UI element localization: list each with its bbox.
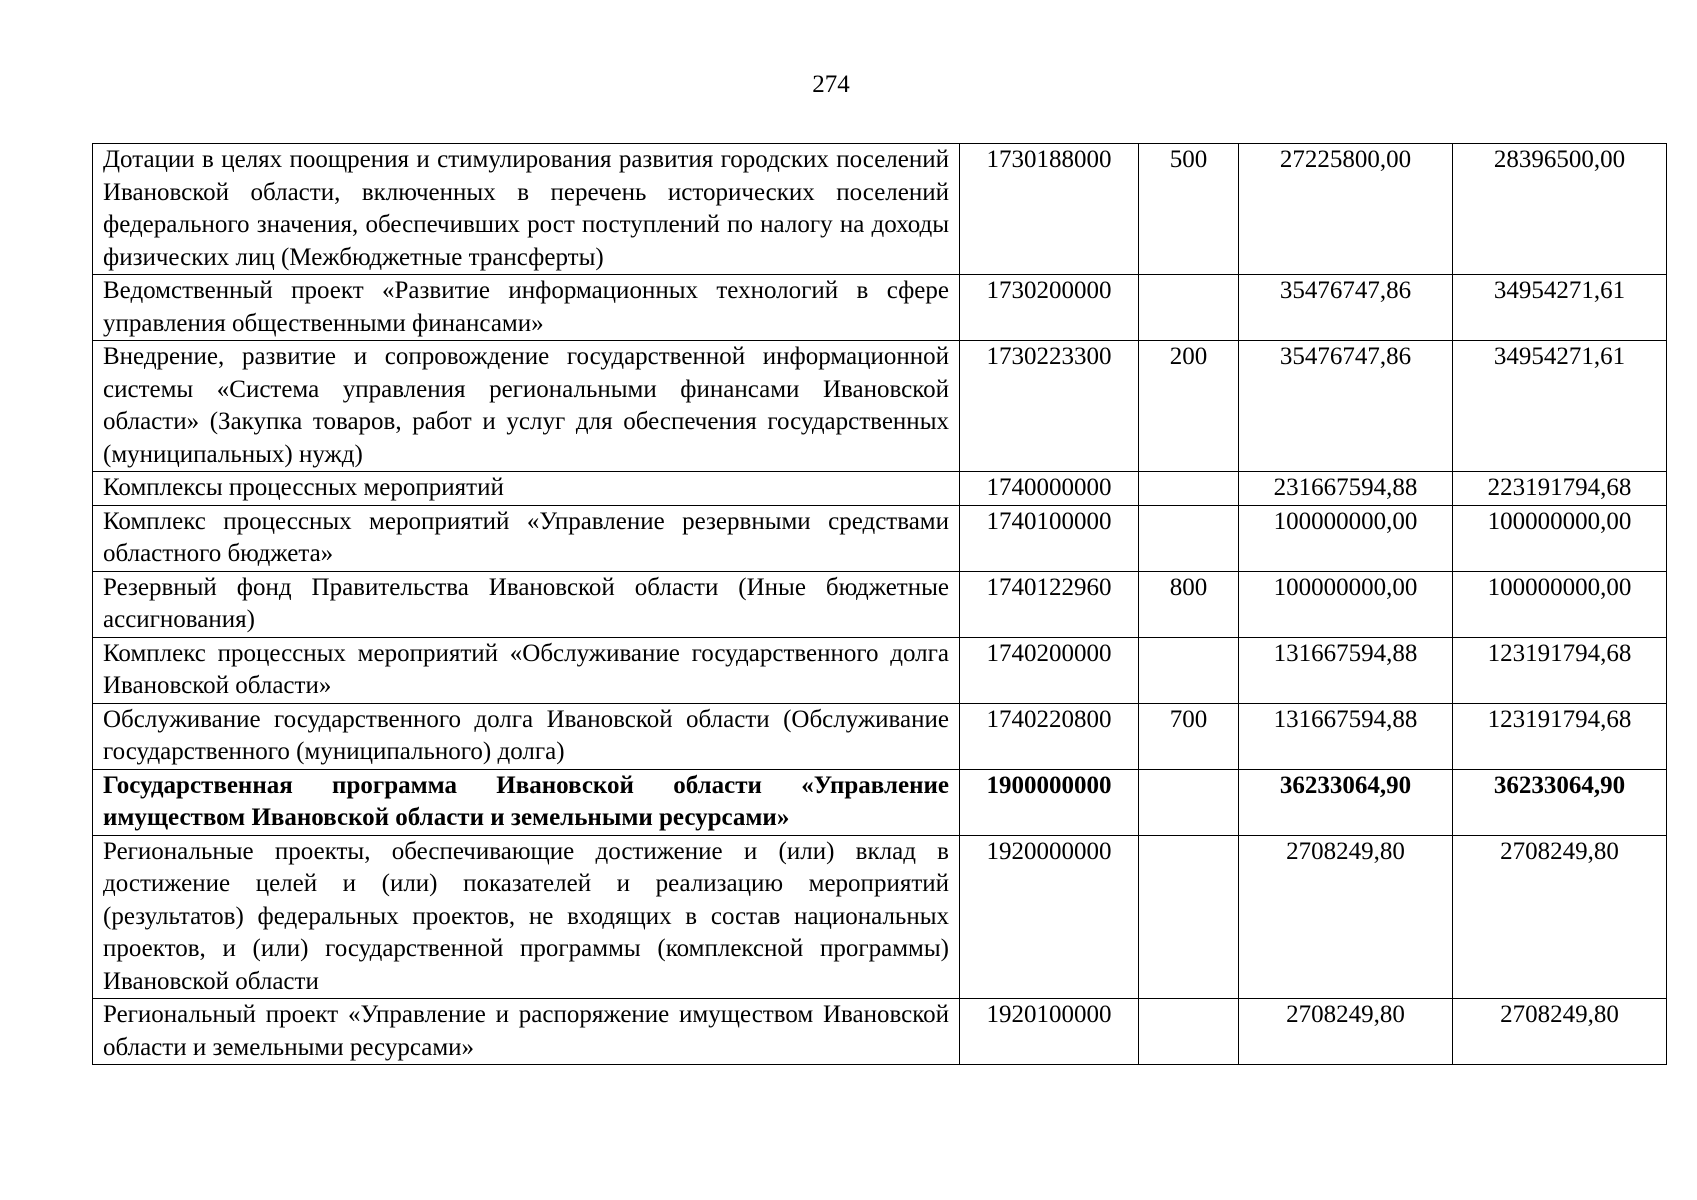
row-target-code: 1730223300 [960,341,1139,472]
row-amount-first: 131667594,88 [1239,637,1453,703]
row-target-code: 1740220800 [960,703,1139,769]
row-target-code: 1740100000 [960,505,1139,571]
row-amount-first: 100000000,00 [1239,571,1453,637]
table-row [93,341,1667,472]
row-amount-second: 34954271,61 [1453,341,1667,472]
row-description: Региональные проекты, обеспечивающие достижение и (или) вклад в достижение целей и (или) показателей и реализацию мероприятий (результатов) федеральных проектов, не входящих в состав национальных проектов, и (или) государственной программы (комплексной программы) Ивановской области [93,835,960,999]
row-amount-second: 36233064,90 [1453,769,1667,835]
row-amount-second: 123191794,68 [1453,637,1667,703]
row-amount-second: 2708249,80 [1453,835,1667,999]
row-expense-type [1139,505,1239,571]
row-amount-first: 131667594,88 [1239,703,1453,769]
row-expense-type [1139,999,1239,1065]
row-amount-first: 2708249,80 [1239,835,1453,999]
row-expense-type [1139,275,1239,341]
table-row [93,275,1667,341]
budget-table-body [93,144,1667,1065]
row-description: Комплекс процессных мероприятий «Обслуживание государственного долга Ивановской области» [93,637,960,703]
row-amount-first: 27225800,00 [1239,144,1453,275]
budget-table [92,143,1667,1065]
row-target-code: 1740200000 [960,637,1139,703]
row-expense-type: 200 [1139,341,1239,472]
table-row [93,505,1667,571]
row-amount-second: 28396500,00 [1453,144,1667,275]
row-target-code: 1920000000 [960,835,1139,999]
row-target-code: 1740122960 [960,571,1139,637]
table-row [93,144,1667,275]
row-description: Комплекс процессных мероприятий «Управление резервными средствами областного бюджета» [93,505,960,571]
row-amount-first: 100000000,00 [1239,505,1453,571]
row-description: Внедрение, развитие и сопровождение государственной информационной системы «Система управления региональными финансами Ивановской области» (Закупка товаров, работ и услуг для обеспечения государственных (муниципальных) нужд) [93,341,960,472]
row-amount-second: 2708249,80 [1453,999,1667,1065]
row-target-code: 1920100000 [960,999,1139,1065]
row-amount-second: 100000000,00 [1453,571,1667,637]
row-description: Комплексы процессных мероприятий [93,472,960,506]
row-amount-second: 123191794,68 [1453,703,1667,769]
row-description: Государственная программа Ивановской области «Управление имуществом Ивановской области и земельными ресурсами» [93,769,960,835]
row-description: Дотации в целях поощрения и стимулирования развития городских поселений Ивановской области, включенных в перечень исторических поселений федерального значения, обеспечивших рост поступлений по налогу на доходы физических лиц (Межбюджетные трансферты) [93,144,960,275]
row-amount-first: 35476747,86 [1239,341,1453,472]
row-amount-second: 100000000,00 [1453,505,1667,571]
table-row [93,637,1667,703]
row-expense-type [1139,835,1239,999]
row-target-code: 1730188000 [960,144,1139,275]
table-row [93,703,1667,769]
row-amount-first: 231667594,88 [1239,472,1453,506]
table-row [93,835,1667,999]
row-expense-type: 500 [1139,144,1239,275]
table-row [93,999,1667,1065]
table-row [93,472,1667,506]
row-description: Обслуживание государственного долга Ивановской области (Обслуживание государственного (муниципального) долга) [93,703,960,769]
row-amount-second: 34954271,61 [1453,275,1667,341]
row-expense-type [1139,637,1239,703]
row-target-code: 1740000000 [960,472,1139,506]
row-expense-type [1139,769,1239,835]
row-amount-first: 36233064,90 [1239,769,1453,835]
row-description: Региональный проект «Управление и распоряжение имуществом Ивановской области и земельными ресурсами» [93,999,960,1065]
row-expense-type: 700 [1139,703,1239,769]
page-number: 274 [812,71,850,98]
row-expense-type: 800 [1139,571,1239,637]
row-amount-second: 223191794,68 [1453,472,1667,506]
row-amount-first: 35476747,86 [1239,275,1453,341]
row-description: Ведомственный проект «Развитие информационных технологий в сфере управления общественными финансами» [93,275,960,341]
row-target-code: 1900000000 [960,769,1139,835]
row-expense-type [1139,472,1239,506]
row-target-code: 1730200000 [960,275,1139,341]
table-row [93,769,1667,835]
row-description: Резервный фонд Правительства Ивановской области (Иные бюджетные ассигнования) [93,571,960,637]
row-amount-first: 2708249,80 [1239,999,1453,1065]
table-row [93,571,1667,637]
